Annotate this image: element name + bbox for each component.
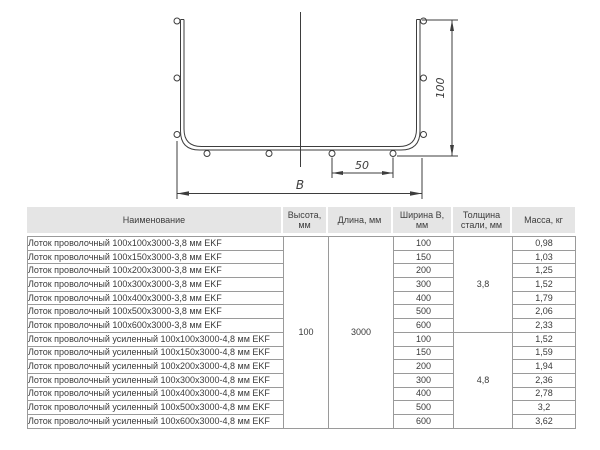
width-cell: 300 (394, 373, 454, 387)
width-cell: 600 (394, 414, 454, 428)
width-cell: 200 (394, 264, 454, 278)
height-dimension-label: 100 (434, 77, 447, 99)
header-width: Ширина B, мм (393, 207, 453, 233)
wire-dot (329, 151, 335, 157)
mass-cell: 1,25 (513, 264, 576, 278)
product-name-cell: Лоток проволочный усиленный 100x600x3000-4,8 мм EKF (28, 414, 284, 428)
wire-dot (421, 75, 427, 81)
product-name-cell: Лоток проволочный усиленный 100x150x3000-4,8 мм EKF (28, 346, 284, 360)
product-name-cell: Лоток проволочный 100x600x3000-3,8 мм EKF (28, 319, 284, 333)
mass-cell: 1,79 (513, 291, 576, 305)
wire-dot (174, 18, 180, 24)
product-name-cell: Лоток проволочный усиленный 100x100x3000-4,8 мм EKF (28, 332, 284, 346)
spec-table (27, 207, 575, 429)
mass-cell: 1,52 (513, 332, 576, 346)
width-cell: 150 (394, 346, 454, 360)
wire-dot (421, 18, 427, 24)
wire-dot (390, 151, 396, 157)
mass-cell: 1,94 (513, 360, 576, 374)
mass-cell: 1,52 (513, 278, 576, 292)
width-cell: 200 (394, 360, 454, 374)
mass-cell: 3,2 (513, 401, 576, 415)
width-cell: 150 (394, 250, 454, 264)
mass-cell: 2,36 (513, 373, 576, 387)
product-name-cell: Лоток проволочный 100x500x3000-3,8 мм EKF (28, 305, 284, 319)
wire-dot (204, 151, 210, 157)
product-name-cell: Лоток проволочный 100x300x3000-3,8 мм EKF (28, 278, 284, 292)
thickness-cell: 4,8 (454, 332, 513, 428)
wire-dot (174, 75, 180, 81)
width-cell: 500 (394, 305, 454, 319)
header-height: Высота, мм (283, 207, 328, 233)
mass-cell: 0,98 (513, 237, 576, 251)
height-cell: 100 (284, 237, 329, 429)
wire-dot (421, 132, 427, 138)
length-cell: 3000 (329, 237, 394, 429)
mass-cell: 1,03 (513, 250, 576, 264)
pitch-dimension-label: 50 (355, 159, 369, 172)
dimension-height (397, 20, 458, 156)
header-mass: Масса, кг (512, 207, 575, 233)
product-name-cell: Лоток проволочный усиленный 100x400x3000-4,8 мм EKF (28, 387, 284, 401)
product-name-cell: Лоток проволочный усиленный 100x300x3000-4,8 мм EKF (28, 373, 284, 387)
technical-drawing (0, 0, 600, 205)
product-name-cell: Лоток проволочный усиленный 100x500x3000-4,8 мм EKF (28, 401, 284, 415)
product-name-cell: Лоток проволочный усиленный 100x200x3000-4,8 мм EKF (28, 360, 284, 374)
table-row (28, 237, 576, 251)
product-name-cell: Лоток проволочный 100x400x3000-3,8 мм EKF (28, 291, 284, 305)
width-cell: 100 (394, 332, 454, 346)
width-cell: 500 (394, 401, 454, 415)
width-cell: 600 (394, 319, 454, 333)
table-header-row (27, 207, 575, 233)
thickness-cell: 3,8 (454, 237, 513, 333)
product-name-cell: Лоток проволочный 100x150x3000-3,8 мм EKF (28, 250, 284, 264)
width-cell: 400 (394, 387, 454, 401)
width-cell: 100 (394, 237, 454, 251)
product-name-cell: Лоток проволочный 100x100x3000-3,8 мм EKF (28, 237, 284, 251)
mass-cell: 1,59 (513, 346, 576, 360)
product-name-cell: Лоток проволочный 100x200x3000-3,8 мм EKF (28, 264, 284, 278)
header-thickness: Толщина стали, мм (453, 207, 512, 233)
header-name: Наименование (27, 207, 283, 233)
mass-cell: 2,06 (513, 305, 576, 319)
wire-dot (174, 132, 180, 138)
width-dimension-label: B (295, 178, 305, 192)
width-cell: 400 (394, 291, 454, 305)
mass-cell: 2,78 (513, 387, 576, 401)
table-body (27, 236, 576, 429)
width-cell: 300 (394, 278, 454, 292)
mass-cell: 2,33 (513, 319, 576, 333)
wire-dot (266, 151, 272, 157)
mass-cell: 3,62 (513, 414, 576, 428)
header-length: Длина, мм (328, 207, 393, 233)
